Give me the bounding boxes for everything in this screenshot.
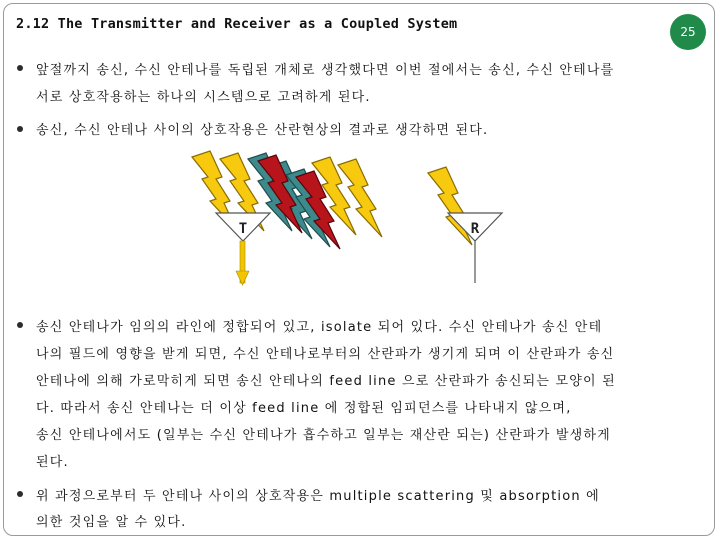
bullet-3-line-1: 송신 안테나가 임의의 라인에 정합되어 있고, isolate 되어 있다. 수신 안테나가 송신 안테 [36,320,603,335]
bullet-marker [17,491,23,497]
slide-title: 2.12 The Transmitter and Receiver as a Coupled System [16,16,458,32]
bullet-1-line-2: 서로 상호작용하는 하나의 시스템으로 고려하게 된다. [36,90,371,105]
bullet-marker [17,322,23,328]
antenna-coupling-diagram [0,145,720,315]
bullet-2-line-1: 송신, 수신 안테나 사이의 상호작용은 산란현상의 결과로 생각하면 된다. [36,123,489,138]
receiver-label: R [470,221,480,237]
transmitter-label: T [238,221,248,237]
bullet-marker [17,65,23,71]
bullet-3-line-4: 다. 따라서 송신 안테나는 더 이상 feed line 에 정합된 임피던스를 나타내지 않으며, [36,401,572,416]
bullet-marker [17,126,23,132]
page-number-badge: 25 [670,14,706,50]
bullet-4-line-2: 의한 것임을 알 수 있다. [36,515,187,530]
bullet-3-line-2: 나의 필드에 영향을 받게 되면, 수신 안테나로부터의 산란파가 생기게 되며 이 산란파가 송신 [36,347,615,362]
bullet-3-line-3: 안테나에 의해 가로막히게 되면 송신 안테나의 feed line 으로 산란파가 송신되는 모양이 된 [36,374,616,389]
bullet-3-line-6: 된다. [36,455,69,470]
transmitter-antenna [216,213,270,285]
bullet-4-line-1: 위 과정으로부터 두 안테나 사이의 상호작용은 multiple scattering 및 absorption 에 [36,489,600,504]
bullet-3-line-5: 송신 안테나에서도 (일부는 수신 안테나가 흡수하고 일부는 재산란 되는) 산란파가 발생하게 [36,428,611,443]
bullet-1-line-1: 앞절까지 송신, 수신 안테나를 독립된 개체로 생각했다면 이번 절에서는 송신, 수신 안테나를 [36,63,615,78]
lightning-bolt-icon [428,167,472,245]
